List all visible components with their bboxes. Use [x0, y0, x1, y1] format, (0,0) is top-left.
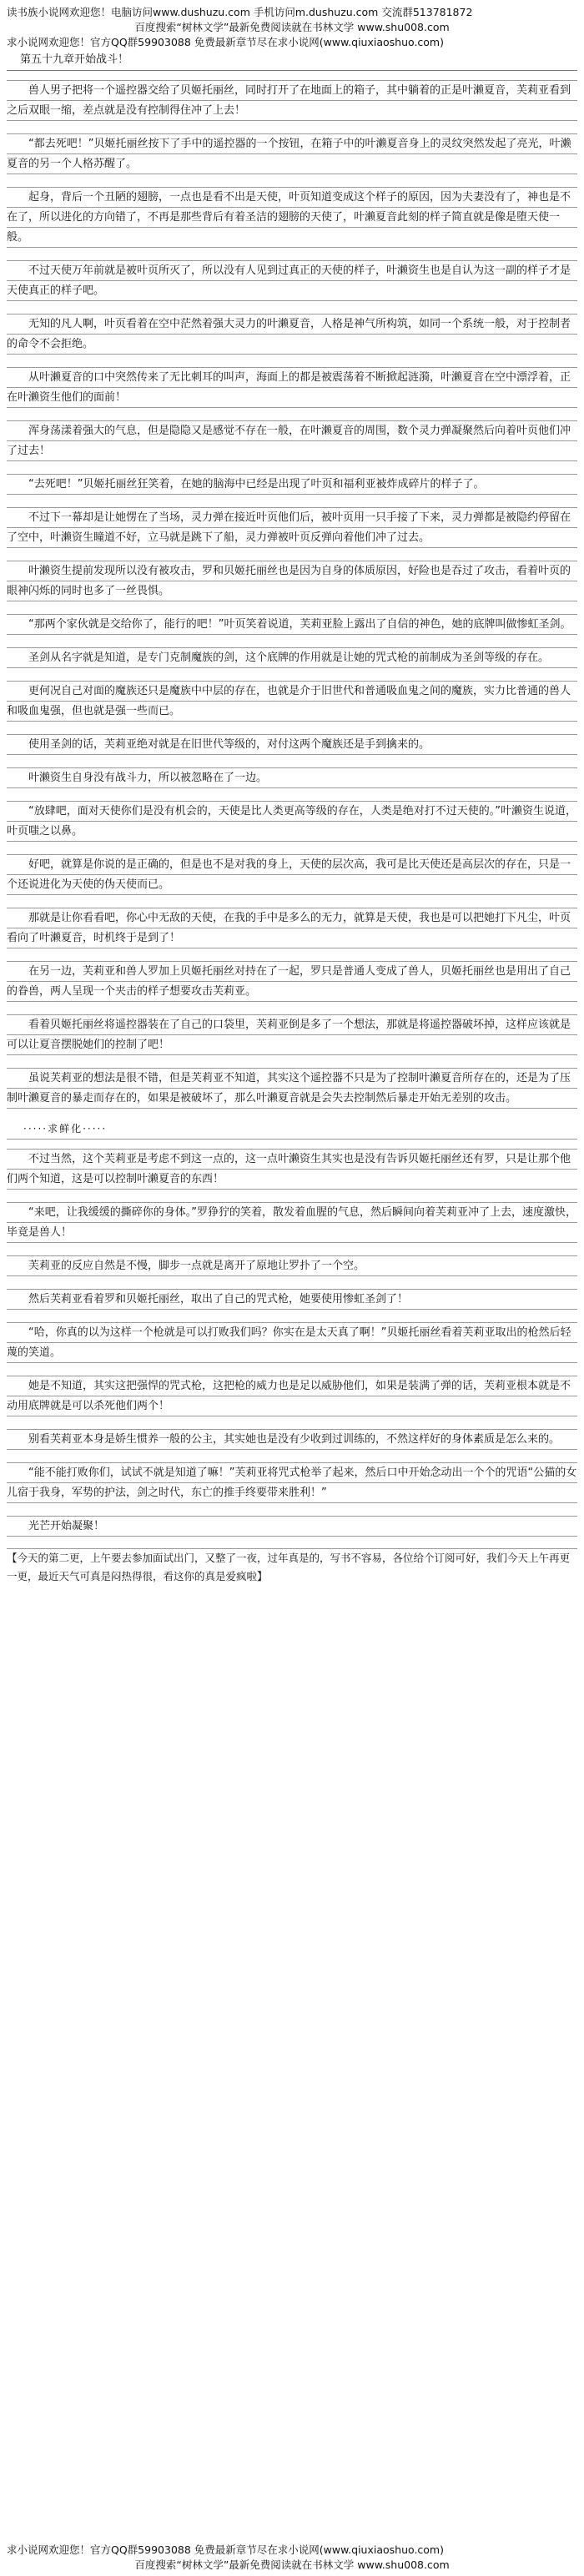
footer: [0, 2543, 584, 2573]
paragraph: 使用圣剑的话，芙莉亚绝对就是在旧世代等级的，对付这两个魔族还是手到擒来的。: [7, 725, 577, 758]
paragraph: 别看芙莉亚本身是娇生惯养一般的公主，其实她也是没有少收到过训练的，不然这样好的身体素质是怎么来的。: [7, 1420, 577, 1453]
paragraph: 芙莉亚的反应自然是不慢，脚步一点就是离开了原地让罗扑了一个空。: [7, 1246, 577, 1280]
paragraph: “都去死吧！”贝姬托丽丝按下了手中的遥控器的一个按钮，在箱子中的叶濑夏音身上的灵纹突然发起了亮光，叶濑夏音的另一个人格苏醒了。: [7, 124, 577, 178]
paragraph: 叶濑资生自身没有战斗力，所以被忽略在了一边。: [7, 758, 577, 792]
paragraph: “放肆吧，面对天使你们是没有机会的，天使是比人类更高等级的存在，人类是绝对打不过天使的。”叶濑资生说道，叶页嗤之以鼻。: [7, 792, 577, 845]
paragraph: 起身，背后一个丑陋的翅膀，一点也是看不出是天使，叶页知道变成这个样子的原因，因为夫妻没有了，神也是不在了，所以进化的方向错了，不再是那些背后有着圣洁的翅膀的天使了，叶濑夏音此刻的样子简直就是像是堕天使一般。: [7, 178, 577, 251]
paragraph: 叶濑资生提前发现所以没有被攻击，罗和贝姬托丽丝也是因为自身的体质原因，好险也是吞过了攻击，看着叶页的眼神闪烁的同时也多了一丝畏惧。: [7, 551, 577, 605]
paragraph: 好吧，就算是你说的是正确的，但是也不是对我的身上，天使的层次高，我可是比天使还是高层次的存在，只是一个还说进化为天使的伪天使而已。: [7, 845, 577, 898]
paragraph: 然后芙莉亚看着罗和贝姬托丽丝，取出了自己的咒式枪，她要使用惨虹圣剑了！: [7, 1280, 577, 1313]
header-ad-1: 读书族小说网欢迎您！电脑访问www.dushuzu.com 手机访问m.dushuzu.com 交流群513781872: [7, 6, 473, 18]
footer-ad-2: 百度搜索“树林文学”最新免费阅读就在书林文学 www.shu008.com: [134, 2558, 450, 2571]
paragraph: 她是不知道，其实这把强悍的咒式枪，这把枪的威力也是足以威胁他们，如果是装满了弹的话，芙莉亚根本就是不动用底牌就是可以杀死他们两个！: [7, 1366, 577, 1420]
paragraph: 光芒开始凝聚！: [7, 1507, 577, 1540]
paragraph: 兽人男子把将一个遥控器交给了贝姬托丽丝，同时打开了在地面上的箱子，其中躺着的正是叶濑夏音，芙莉亚看到之后双眼一缩，差点就是没有控制得住冲了上去！: [7, 71, 577, 124]
paragraph: 不过天使万年前就是被叶页所灭了，所以没有人见到过真正的天使的样子，叶濑资生也是自认为这一副的样子才是天使真正的样子吧。: [7, 251, 577, 304]
paragraph: 浑身荡漾着强大的气息，但是隐隐又是感觉不存在一般，在叶濑夏音的周围，数个灵力弹凝聚然后向着叶页他们冲了过去！: [7, 411, 577, 465]
paragraph: “那两个家伙就是交给你了，能行的吧！”叶页笑着说道，芙莉亚脸上露出了自信的神色，她的底牌叫做惨虹圣剑。: [7, 605, 577, 638]
paragraph: “哈，你真的以为这样一个枪就是可以打败我们吗？你实在是太天真了啊！”贝姬托丽丝看着芙莉亚取出的枪然后轻蔑的笑道。: [7, 1313, 577, 1366]
paragraph: 更何况自己对面的魔族还只是魔族中中层的存在，也就是介于旧世代和普通吸血鬼之间的魔族，实力比普通的兽人和吸血鬼强，但也就是强一些而已。: [7, 672, 577, 725]
paragraph: 从叶濑夏音的口中突然传来了无比刺耳的叫声，海面上的都是被震荡着不断掀起涟漪，叶濑夏音在空中漂浮着，正在叶濑资生他们的面前！: [7, 358, 577, 411]
header-ad-3: 求小说网欢迎您！官方QQ群59903088 免费最新章节尽在求小说网(www.qiuxiaoshuo.com): [7, 36, 444, 48]
paragraph: 那就是让你看看吧，你心中无敌的天使，在我的手中是多么的无力，就算是天使，我也是可以把她打下凡尘，叶页看向了叶濑夏音，时机终于是到了！: [7, 898, 577, 952]
chapter-title: 第五十九章开始战斗！: [7, 50, 577, 71]
paragraph: 不过下一幕却是让她愣在了当场，灵力弹在接近叶页他们后，被叶页用一只手接了下来，灵力弹都是被隐约停留在了空中，叶濑资生瞳道不好，立马就是跳下了船，灵力弹被叶页反弹向着他们冲了过去。: [7, 498, 577, 551]
paragraph: 在另一边，芙莉亚和兽人罗加上贝姬托丽丝对持在了一起，罗只是普通人变成了兽人，贝姬托丽丝也是用出了自己的眷兽，两人呈现一个夹击的样子想要攻击芙莉亚。: [7, 952, 577, 1005]
paragraph: 无知的凡人啊，叶页看着在空中茫然着强大灵力的叶濑夏音，人格是神气所构筑，如同一个系统一般，对于控制者的命令不会拒绝。: [7, 304, 577, 358]
chapter-body: [0, 50, 584, 1586]
paragraph: 不过当然，这个芙莉亚是考虑不到这一点的，这一点叶濑资生其实也是没有告诉贝姬托丽丝还有罗，只是让那个他们两个知道，这是可以控制叶濑夏音的东西！: [7, 1140, 577, 1193]
paragraph: 虽说芙莉亚的想法是很不错，但是芙莉亚不知道，其实这个遥控器不只是为了控制叶濑夏音所存在的，还是为了压制叶濑夏音的暴走而存在的，如果是被破坏了，那么叶濑夏音就是会失去控制然后暴走开始无差别的攻击。: [7, 1059, 577, 1112]
paragraph: 圣剑从名字就是知道，是专门克制魔族的剑，这个底牌的作用就是让她的咒式枪的前制成为圣剑等级的存在。: [7, 638, 577, 672]
section-separator: ·····求鲜化·····: [7, 1119, 577, 1140]
paragraph: “来吧，让我缓缓的撕碎你的身体。”罗狰狞的笑着，散发着血腥的气息，然后瞬间向着芙莉亚冲了上去，速度激快，毕竟是兽人！: [7, 1193, 577, 1246]
footer-ad-1: 求小说网欢迎您！官方QQ群59903088 免费最新章节尽在求小说网(www.qiuxiaoshuo.com): [7, 2543, 444, 2556]
author-note: 【今天的第二更，上午要去参加面试出门，又整了一夜，过年真是的，写书不容易，各位给个订阅可好，我们今天上午再更一更，最近天气可真是闷热得很，看这你的真是爱疯啦】: [7, 1548, 577, 1586]
paragraph: “能不能打败你们，试试不就是知道了嘛！”芙莉亚将咒式枪举了起来，然后口中开始念动出一个个的咒语“公猫的女儿宿于我身，军势的护法，剑之时代，东亡的推手终要带来胜利！”: [7, 1453, 577, 1507]
paragraph: 看着贝姬托丽丝将遥控器装在了自己的口袋里，芙莉亚倒是多了一个想法，那就是将遥控器破坏掉，这样应该就是可以让夏音摆脱她们的控制了吧！: [7, 1005, 577, 1059]
paragraph: “去死吧！”贝姬托丽丝狂笑着，在她的脑海中已经是出现了叶页和福利亚被炸成碎片的样子了。: [7, 465, 577, 498]
header-ad-2: 百度搜索“树林文学”最新免费阅读就在书林文学 www.shu008.com: [134, 21, 450, 33]
header: [0, 0, 584, 50]
